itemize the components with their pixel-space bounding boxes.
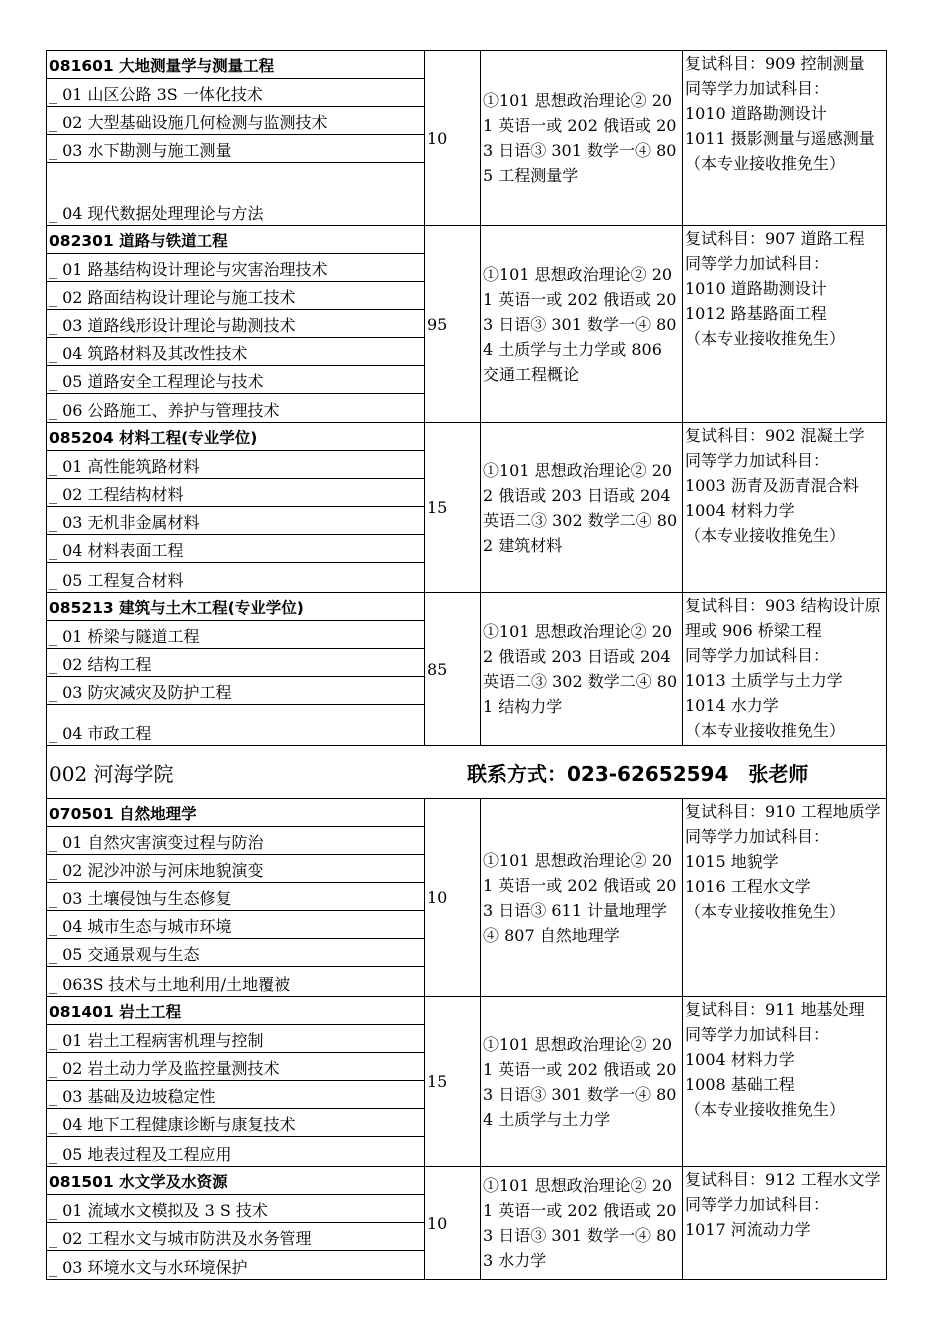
- retest-subjects-cell: 复试科目：902 混凝土学 同等学力加试科目： 1003 沥青及沥青混合料 1004 材料力学 （本专业接收推免生）: [683, 423, 887, 593]
- quota-cell: 10: [425, 1167, 481, 1280]
- program-directions-cell: [47, 423, 425, 593]
- exam-subjects-cell: ①101 思想政治理论② 201 英语一或 202 俄语或 203 日语③ 301 数学一④ 804 土质学与土力学: [481, 997, 683, 1167]
- program-code: 081401 岩土工程: [47, 997, 424, 1025]
- research-direction: _ 01 路基结构设计理论与灾害治理技术: [47, 254, 424, 282]
- exam-subjects-cell: ①101 思想政治理论② 202 俄语或 203 日语或 204 英语二③ 302 数学二④ 802 建筑材料: [481, 423, 683, 593]
- research-direction: _ 01 自然灾害演变过程与防治: [47, 827, 424, 855]
- school-row: [47, 746, 887, 799]
- retest-subjects-cell: 复试科目：903 结构设计原理或 906 桥梁工程 同等学力加试科目： 1013 土质学与土力学 1014 水力学 （本专业接收推免生）: [683, 593, 887, 746]
- research-direction: _ 01 岩土工程病害机理与控制: [47, 1025, 424, 1053]
- program-row: [47, 799, 887, 997]
- research-direction: _ 03 道路线形设计理论与勘测技术: [47, 310, 424, 338]
- school-name: 002 河海学院: [49, 761, 174, 786]
- program-directions-cell: [47, 1167, 425, 1280]
- research-direction: _ 01 流域水文模拟及 3 S 技术: [47, 1195, 424, 1223]
- research-direction: _ 03 土壤侵蚀与生态修复: [47, 883, 424, 911]
- research-direction: _ 02 路面结构设计理论与施工技术: [47, 282, 424, 310]
- exam-subjects-cell: ①101 思想政治理论② 201 英语一或 202 俄语或 203 日语③ 611 计量地理学④ 807 自然地理学: [481, 799, 683, 997]
- research-direction: _ 04 现代数据处理理论与方法: [49, 204, 264, 223]
- program-row: [47, 997, 887, 1167]
- program-row: [47, 593, 887, 746]
- quota-cell: 85: [425, 593, 481, 746]
- program-group-b: [47, 799, 887, 1280]
- program-directions-cell: [47, 226, 425, 423]
- retest-subjects-cell: 复试科目：909 控制测量 同等学力加试科目： 1010 道路勘测设计 1011 摄影测量与遥感测量 （本专业接收推免生）: [683, 51, 887, 226]
- research-direction: _ 03 环境水文与水环境保护: [49, 1258, 248, 1277]
- research-direction: _ 03 防灾减灾及防护工程: [47, 677, 424, 705]
- research-direction: _ 03 水下勘测与施工测量: [47, 135, 424, 163]
- research-direction: _ 04 市政工程: [49, 724, 152, 743]
- program-row: [47, 1167, 887, 1280]
- program-code: 081601 大地测量学与测量工程: [47, 51, 424, 79]
- research-direction: _ 05 地表过程及工程应用: [49, 1145, 232, 1164]
- research-direction: _ 02 大型基础设施几何检测与监测技术: [47, 107, 424, 135]
- retest-subjects-cell: 复试科目：910 工程地质学 同等学力加试科目： 1015 地貌学 1016 工程水文学 （本专业接收推免生）: [683, 799, 887, 997]
- school-contact: 联系方式：023-62652594 张老师: [467, 761, 809, 786]
- research-direction: _ 05 交通景观与生态: [47, 939, 424, 967]
- quota-cell: 10: [425, 51, 481, 226]
- exam-subjects-cell: ①101 思想政治理论② 201 英语一或 202 俄语或 203 日语③ 301 数学一④ 805 工程测量学: [481, 51, 683, 226]
- research-direction: _ 02 结构工程: [47, 649, 424, 677]
- school-header: [47, 746, 887, 799]
- program-row: [47, 423, 887, 593]
- retest-subjects-cell: 复试科目：912 工程水文学 同等学力加试科目： 1017 河流动力学: [683, 1167, 887, 1280]
- admissions-table-page: [46, 50, 886, 1280]
- exam-subjects-cell: ①101 思想政治理论② 201 英语一或 202 俄语或 203 日语③ 301 数学一④ 804 土质学与土力学或 806 交通工程概论: [481, 226, 683, 423]
- program-code: 085213 建筑与土木工程(专业学位): [47, 593, 424, 621]
- program-code: 070501 自然地理学: [47, 799, 424, 827]
- program-row: [47, 226, 887, 423]
- research-direction: _ 04 筑路材料及其改性技术: [47, 338, 424, 366]
- research-direction: _ 02 岩土动力学及监控量测技术: [47, 1053, 424, 1081]
- research-direction: _ 05 道路安全工程理论与技术: [47, 366, 424, 394]
- exam-subjects-cell: ①101 思想政治理论② 201 英语一或 202 俄语或 203 日语③ 301 数学一④ 803 水力学: [481, 1167, 683, 1280]
- quota-cell: 95: [425, 226, 481, 423]
- program-directions-cell: [47, 799, 425, 997]
- program-row: [47, 51, 887, 226]
- program-code: 081501 水文学及水资源: [47, 1167, 424, 1195]
- program-directions-cell: [47, 997, 425, 1167]
- program-directions-cell: [47, 51, 425, 226]
- retest-subjects-cell: 复试科目：907 道路工程 同等学力加试科目： 1010 道路勘测设计 1012 路基路面工程 （本专业接收推免生）: [683, 226, 887, 423]
- research-direction: _ 063S 技术与土地利用/土地覆被: [49, 975, 291, 994]
- program-code: 085204 材料工程(专业学位): [47, 423, 424, 451]
- quota-cell: 15: [425, 423, 481, 593]
- retest-subjects-cell: 复试科目：911 地基处理 同等学力加试科目： 1004 材料力学 1008 基础工程 （本专业接收推免生）: [683, 997, 887, 1167]
- quota-cell: 15: [425, 997, 481, 1167]
- research-direction: _ 02 工程结构材料: [47, 479, 424, 507]
- research-direction: _ 01 山区公路 3S 一体化技术: [47, 79, 424, 107]
- research-direction: _ 06 公路施工、养护与管理技术: [49, 401, 280, 420]
- research-direction: _ 01 高性能筑路材料: [47, 451, 424, 479]
- research-direction: _ 02 工程水文与城市防洪及水务管理: [47, 1223, 424, 1251]
- admissions-table: [46, 50, 887, 1280]
- program-code: 082301 道路与铁道工程: [47, 226, 424, 254]
- research-direction: _ 05 工程复合材料: [49, 571, 184, 590]
- program-directions-cell: [47, 593, 425, 746]
- research-direction: _ 04 城市生态与城市环境: [47, 911, 424, 939]
- exam-subjects-cell: ①101 思想政治理论② 202 俄语或 203 日语或 204 英语二③ 302 数学二④ 801 结构力学: [481, 593, 683, 746]
- research-direction: _ 02 泥沙冲淤与河床地貌演变: [47, 855, 424, 883]
- research-direction: _ 04 地下工程健康诊断与康复技术: [47, 1109, 424, 1137]
- quota-cell: 10: [425, 799, 481, 997]
- research-direction: _ 03 基础及边坡稳定性: [47, 1081, 424, 1109]
- research-direction: _ 01 桥梁与隧道工程: [47, 621, 424, 649]
- research-direction: _ 03 无机非金属材料: [47, 507, 424, 535]
- program-group-a: [47, 51, 887, 746]
- research-direction: _ 04 材料表面工程: [47, 535, 424, 563]
